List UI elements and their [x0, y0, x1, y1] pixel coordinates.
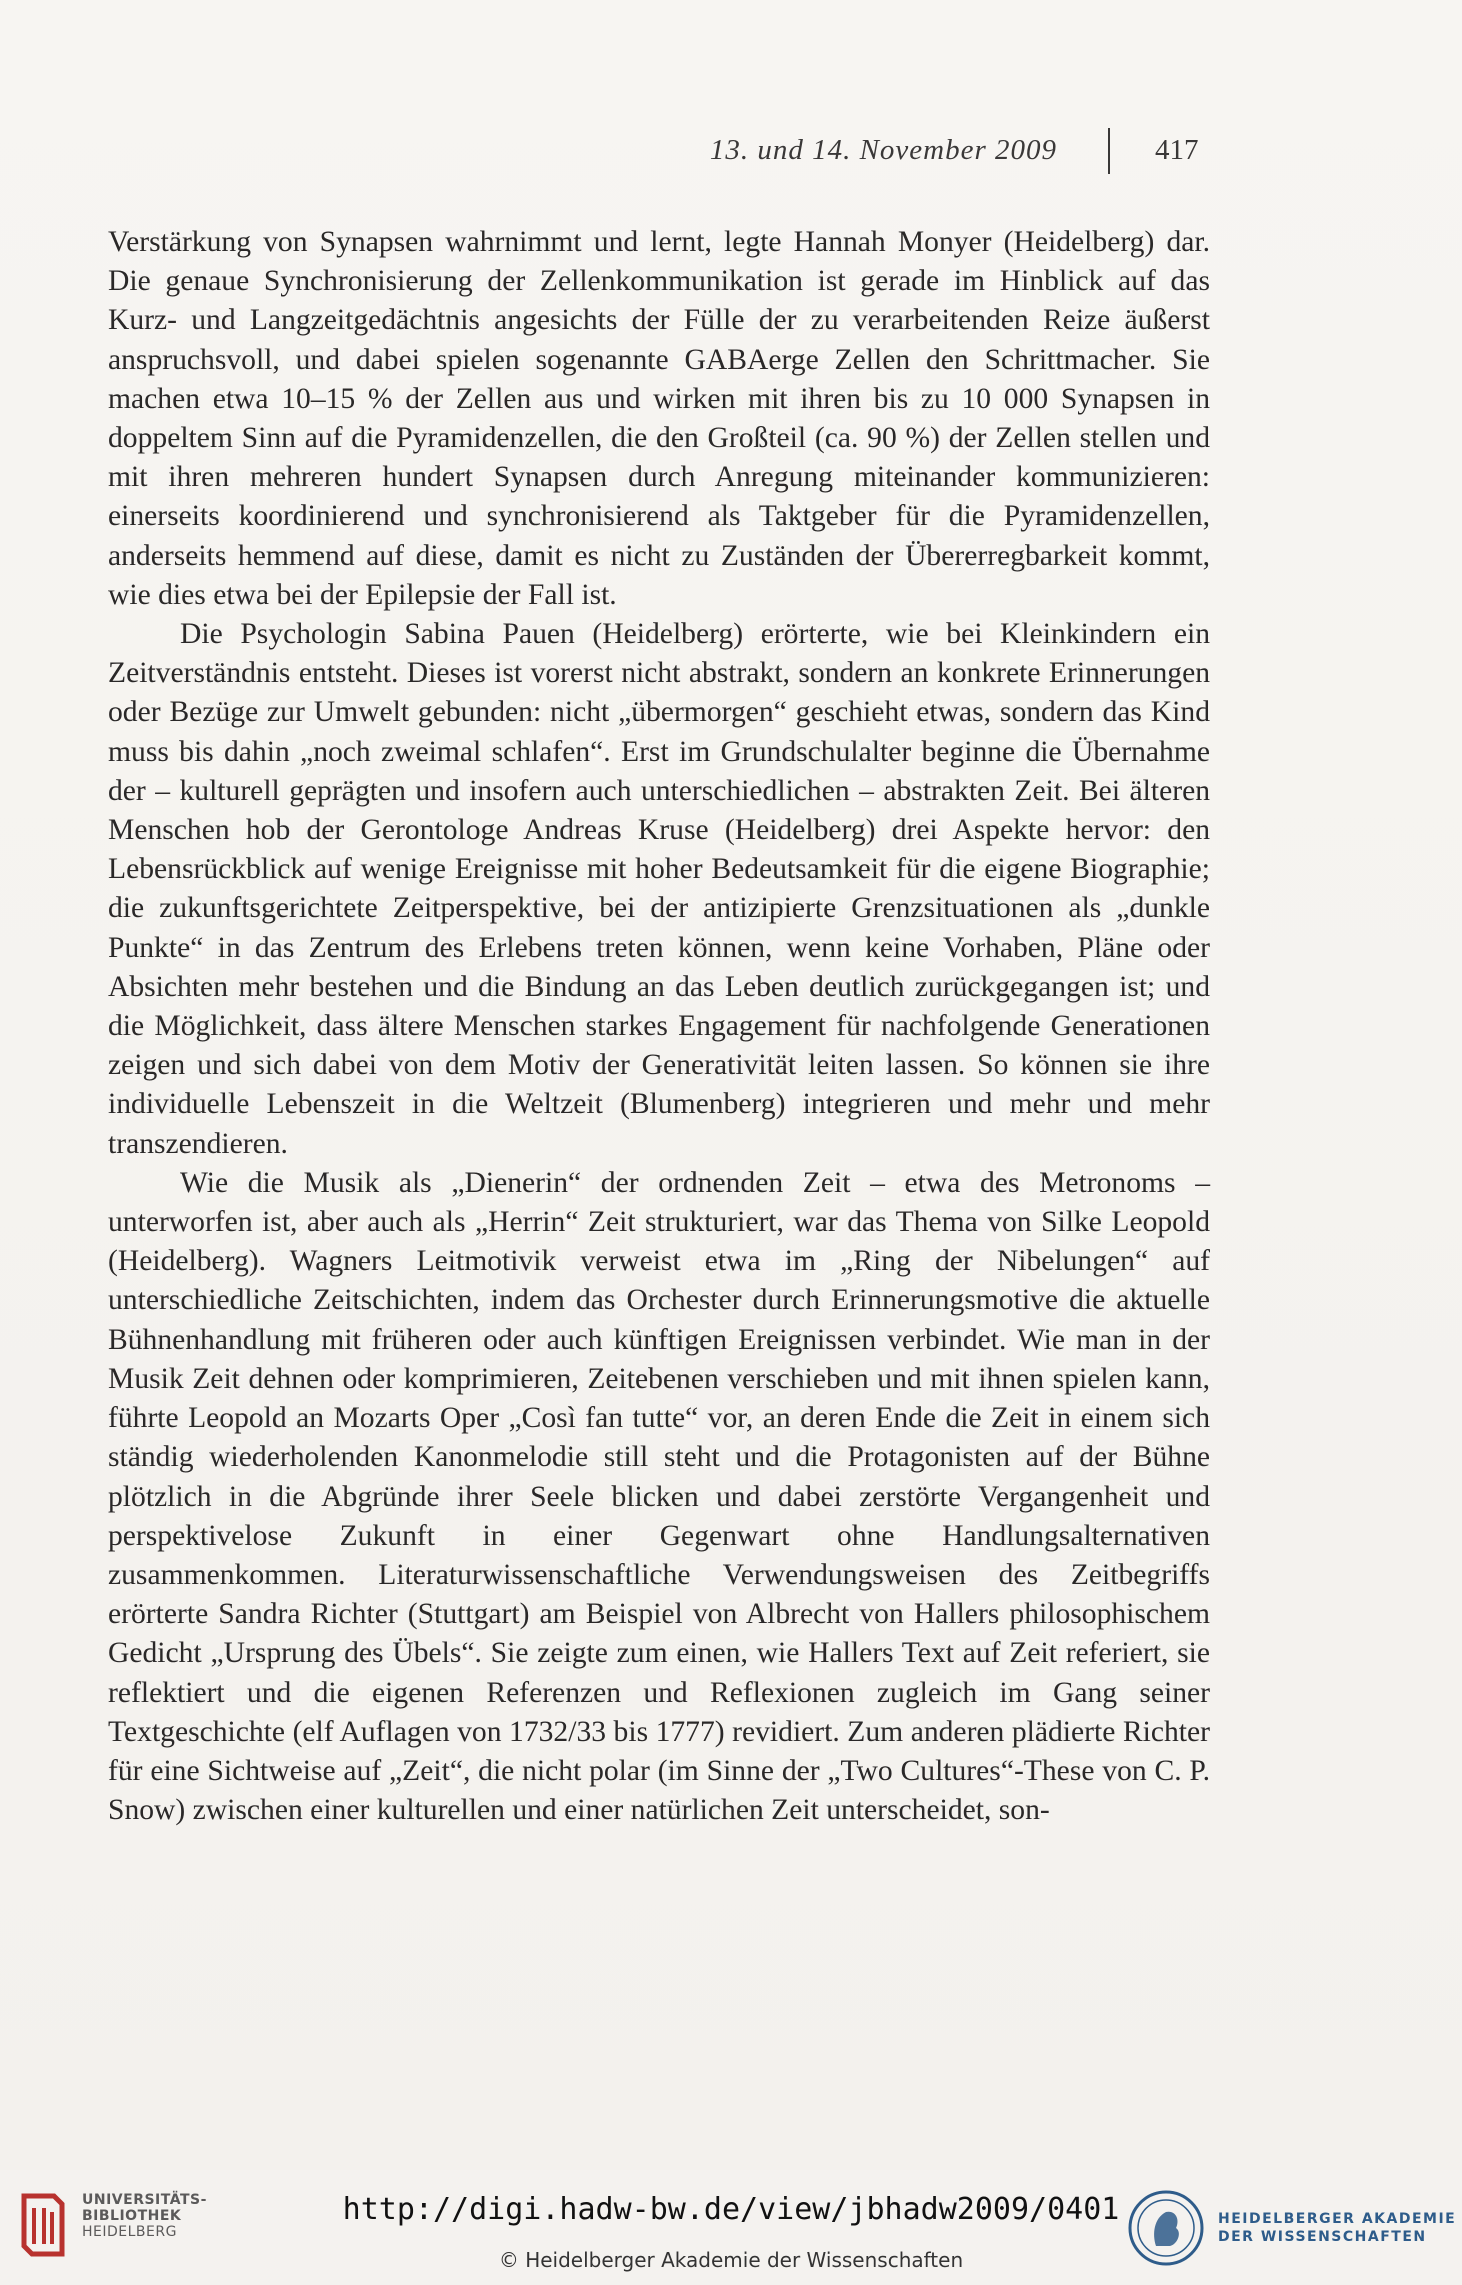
paragraph-3: Wie die Musik als „Dienerin“ der ordnenden Zeit – etwa des Metronoms – unterworfen ist, aber auch als „Herrin“ Zeit strukturiert, war das Thema von Silke Leopold (Heidelberg). Wagners Leitmotivik verweist etwa im „Ring der Nibelungen“ auf unterschiedliche Zeitschichten, indem das Orchester durch Erinnerungsmotive die aktuelle Bühnenhandlung mit früheren oder auch künftigen Ereignissen verbindet. Wie man in der Musik Zeit dehnen oder komprimieren, Zeitebenen verschieben und mit ihnen spielen kann, führte Leopold an Mozarts Oper „Così fan tutte“ vor, an deren Ende die Zeit in einem sich ständig wiederholenden Kanonmelodie still steht und die Protagonisten auf der Bühne plötzlich in die Abgründe ihrer Seele blicken und dabei zerstörte Vergangenheit und perspektivelose Zukunft in einer Gegenwart ohne Handlungsalternativen zusammenkommen. Literaturwissenschaftliche Verwendungsweisen des Zeitbegriffs erörterte Sandra Richter (Stuttgart) am Beispiel von Albrecht von Hallers philosophischem Gedicht „Ursprung des Übels“. Sie zeigte zum einen, wie Hallers Text auf Zeit referiert, sie reflektiert und die eigenen Referenzen und Reflexionen zugleich im Gang seiner Textgeschichte (elf Auflagen von 1732/33 bis 1777) revidiert. Zum anderen plädierte Richter für eine Sichtweise auf „Zeit“, die nicht polar (im Sinne der „Two Cultures“-These von C. P. Snow) zwischen einer kulturellen und einer natürlichen Zeit unterscheidet, son- — [108, 1166, 1210, 1827]
digitization-footer — [0, 2170, 1462, 2285]
page-number: 417 — [1155, 134, 1199, 166]
running-head — [0, 128, 1462, 178]
academy-line-1: HEIDELBERGER AKADEMIE — [1218, 2211, 1457, 2227]
library-line-1: UNIVERSITÄTS- — [82, 2192, 207, 2208]
paragraph-2: Die Psychologin Sabina Pauen (Heidelberg) erörterte, wie bei Kleinkindern ein Zeitverständnis entsteht. Dieses ist vorerst nicht abstrakt, sondern an konkrete Erinnerungen oder Bezüge zur Umwelt gebunden: nicht „übermorgen“ geschieht etwas, sondern das Kind muss bis dahin „noch zweimal schlafen“. Erst im Grundschulalter beginne die Übernahme der – kulturell geprägten und insofern auch unterschiedlichen – abstrakten Zeit. Bei älteren Menschen hob der Gerontologe Andreas Kruse (Heidelberg) drei Aspekte hervor: den Lebensrückblick auf wenige Ereignisse mit hoher Bedeutsamkeit für die eigene Biographie; die zukunftsgerichtete Zeitperspektive, bei der antizipierte Grenzsituationen als „dunkle Punkte“ in das Zentrum des Erlebens treten können, wenn keine Vorhaben, Pläne oder Absichten mehr bestehen und die Bindung an das Leben deutlich zurückgegangen ist; und die Möglichkeit, dass ältere Menschen starkes Engagement für nachfolgende Generationen zeigen und sich dabei von dem Motiv der Generativität leiten lassen. So können sie ihre individuelle Lebenszeit in die Weltzeit (Blumenberg) integrieren und mehr und mehr transzendieren. — [108, 618, 1210, 1160]
body-text — [108, 223, 1210, 1830]
running-head-divider — [1108, 128, 1110, 174]
copyright-notice: © Heidelberger Akademie der Wissenschaften — [498, 2248, 964, 2272]
library-line-3: HEIDELBERG — [82, 2224, 177, 2240]
running-head-title: 13. und 14. November 2009 — [709, 134, 1057, 166]
academy-line-2: DER WISSENSCHAFTEN — [1218, 2229, 1427, 2245]
library-line-2: BIBLIOTHEK — [82, 2208, 182, 2224]
permalink-url[interactable]: http://digi.hadw-bw.de/view/jbhadw2009/0401 — [342, 2192, 1120, 2227]
paragraph-1: Verstärkung von Synapsen wahrnimmt und lernt, legte Hannah Monyer (Heidelberg) dar. Die genaue Synchronisierung der Zellenkommunikation ist gerade im Hinblick auf das Kurz- und Langzeitgedächtnis angesichts der Fülle der zu verarbeitenden Reize äußerst anspruchsvoll, und dabei spielen sogenannte GABAerge Zellen den Schrittmacher. Sie machen etwa 10–15 % der Zellen aus und wirken mit ihren bis zu 10 000 Synapsen in doppeltem Sinn auf die Pyramidenzellen, die den Großteil (ca. 90 %) der Zellen stellen und mit ihren mehreren hundert Synapsen durch Anregung miteinander kommunizieren: einerseits koordinierend und synchronisierend als Taktgeber für die Pyramidenzellen, anderseits hemmend auf diese, damit es nicht zu Zuständen der Übererregbarkeit kommt, wie dies etwa bei der Epilepsie der Fall ist. — [108, 226, 1210, 611]
academy-name — [1218, 2210, 1456, 2246]
academy-seal-icon — [1126, 2188, 1206, 2268]
